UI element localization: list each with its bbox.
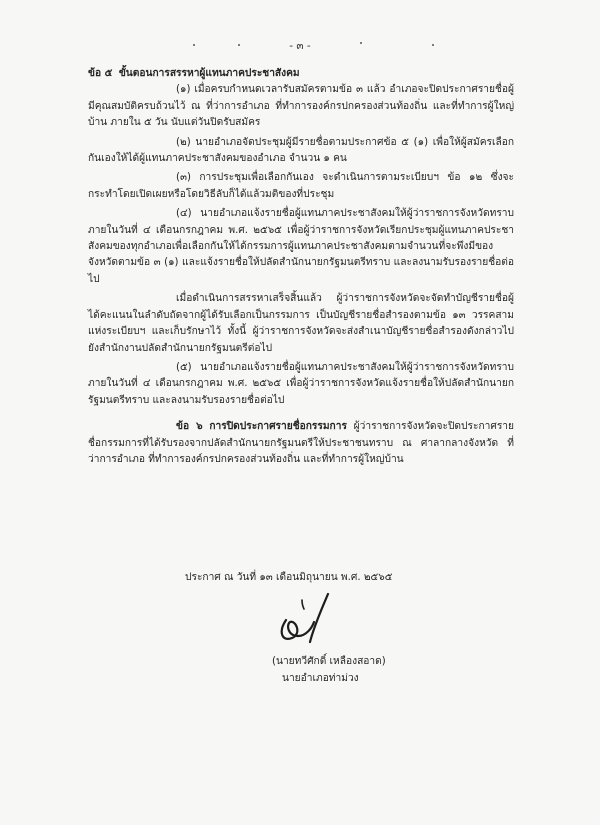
section-5-item-1: (๑) เมื่อครบกำหนดเวลารับสมัครตามข้อ ๓ แล้ว อำเภอจะปิดประกาศรายชื่อผู้มีคุณสมบัติครบถ้วนไว้ ณ ที่ว่าการอำเภอ ที่ทำการองค์กรปกครองส่วนท้องถิ่น และที่ทำการผู้ใหญ่บ้าน ภายใน ๕ วัน นับแต่วันปิดรับสมัคร <box>88 84 514 129</box>
scan-speck <box>193 44 195 46</box>
page-number: - ๓ - <box>289 40 311 52</box>
scan-speck <box>360 42 362 44</box>
section-6-paragraph <box>88 419 514 468</box>
section-5-item-4-note: เมื่อดำเนินการสรรหาเสร็จสิ้นแล้ว ผู้ว่าราชการจังหวัดจะจัดทำบัญชีรายชื่อผู้ได้คะแนนในลำดับถัดจากผู้ได้รับเลือกเป็นกรรมการ เป็นบัญชีรายชื่อสำรองตามข้อ ๑๓ วรรคสามแห่งระเบียบฯ และเก็บรักษาไว้ ทั้งนี้ ผู้ว่าราชการจังหวัดจะส่งสำเนาบัญชีรายชื่อสำรองดังกล่าวไปยังสำนักงานปลัดสำนักนายกรัฐมนตรีต่อไป <box>88 293 514 354</box>
scan-speck <box>432 44 434 46</box>
signer-name: (นายทวีศักดิ์ เหลืองสอาด) <box>272 656 386 667</box>
section-5-item-5: (๕) นายอำเภอแจ้งรายชื่อผู้แทนภาคประชาสังคมให้ผู้ว่าราชการจังหวัดทราบภายในวันที่ ๔ เดือนกรกฎาคม พ.ศ. ๒๕๖๕ เพื่อผู้ว่าราชการจังหวัดแจ้งรายชื่อให้ปลัดสำนักนายกรัฐมนตรีทราบ และลงนามรับรองรายชื่อต่อไป <box>88 361 514 406</box>
section-5-title: ขั้นตอนการสรรหาผู้แทนภาคประชาสังคม <box>118 68 300 79</box>
section-5-item-3: (๓) การประชุมเพื่อเลือกกันเอง จะดำเนินการตามระเบียบฯ ข้อ ๑๒ ซึ่งจะกระทำโดยเปิดเผยหรือโดยวิธีลับก็ได้แล้วมติของที่ประชุม <box>88 172 514 200</box>
section-6-title: การปิดประกาศรายชื่อกรรมการ <box>209 421 347 433</box>
section-5-item-4: (๔) นายอำเภอแจ้งรายชื่อผู้แทนภาคประชาสังคมให้ผู้ว่าราชการจังหวัดทราบภายในวันที่ ๔ เดือนกรกฎาคม พ.ศ. ๒๕๖๕ เพื่อผู้ว่าราชการจังหวัดเรียกประชุมผู้แทนภาคประชาสังคมของทุกอำเภอเพื่อเลือกกันให้ได้กรรมการผู้แทนภาคประชาสังคมตามจำนวนที่จะพึงมีของจังหวัดตามข้อ ๓ (๑) และแจ้งรายชื่อให้ปลัดสำนักนายกรัฐมนตรีทราบ และลงนามรับรองรายชื่อต่อไป <box>88 208 514 285</box>
scan-speck <box>238 44 240 46</box>
section-6-number: ข้อ ๖ <box>176 421 203 433</box>
signer-title: นายอำเภอท่าม่วง <box>282 673 359 684</box>
document-body <box>88 66 514 471</box>
announcement-date: ประกาศ ณ วันที่ ๑๓ เดือนมิถุนายน พ.ศ. ๒๕๖๕ <box>185 572 393 583</box>
paragraph-gap <box>88 412 514 419</box>
handwritten-signature <box>272 592 336 648</box>
section-5-item-2: (๒) นายอำเภอจัดประชุมผู้มีรายชื่อตามประกาศข้อ ๕ (๑) เพื่อให้ผู้สมัครเลือกกันเองให้ได้ผู้แทนภาคประชาสังคมของอำเภอ จำนวน ๑ คน <box>88 136 514 165</box>
section-5-number: ข้อ ๕ <box>88 68 113 79</box>
section-5-heading <box>88 66 514 82</box>
section-6-body: ผู้ว่าราชการจังหวัดจะปิดประกาศรายชื่อกรรมการที่ได้รับรองจากปลัดสำนักนายกรัฐมนตรีให้ประชาชนทราบ ณ ศาลากลางจังหวัด ที่ว่าการอำเภอ ที่ทำการองค์กรปกครองส่วนท้องถิ่น และที่ทำการผู้ใหญ่บ้าน <box>88 421 514 465</box>
